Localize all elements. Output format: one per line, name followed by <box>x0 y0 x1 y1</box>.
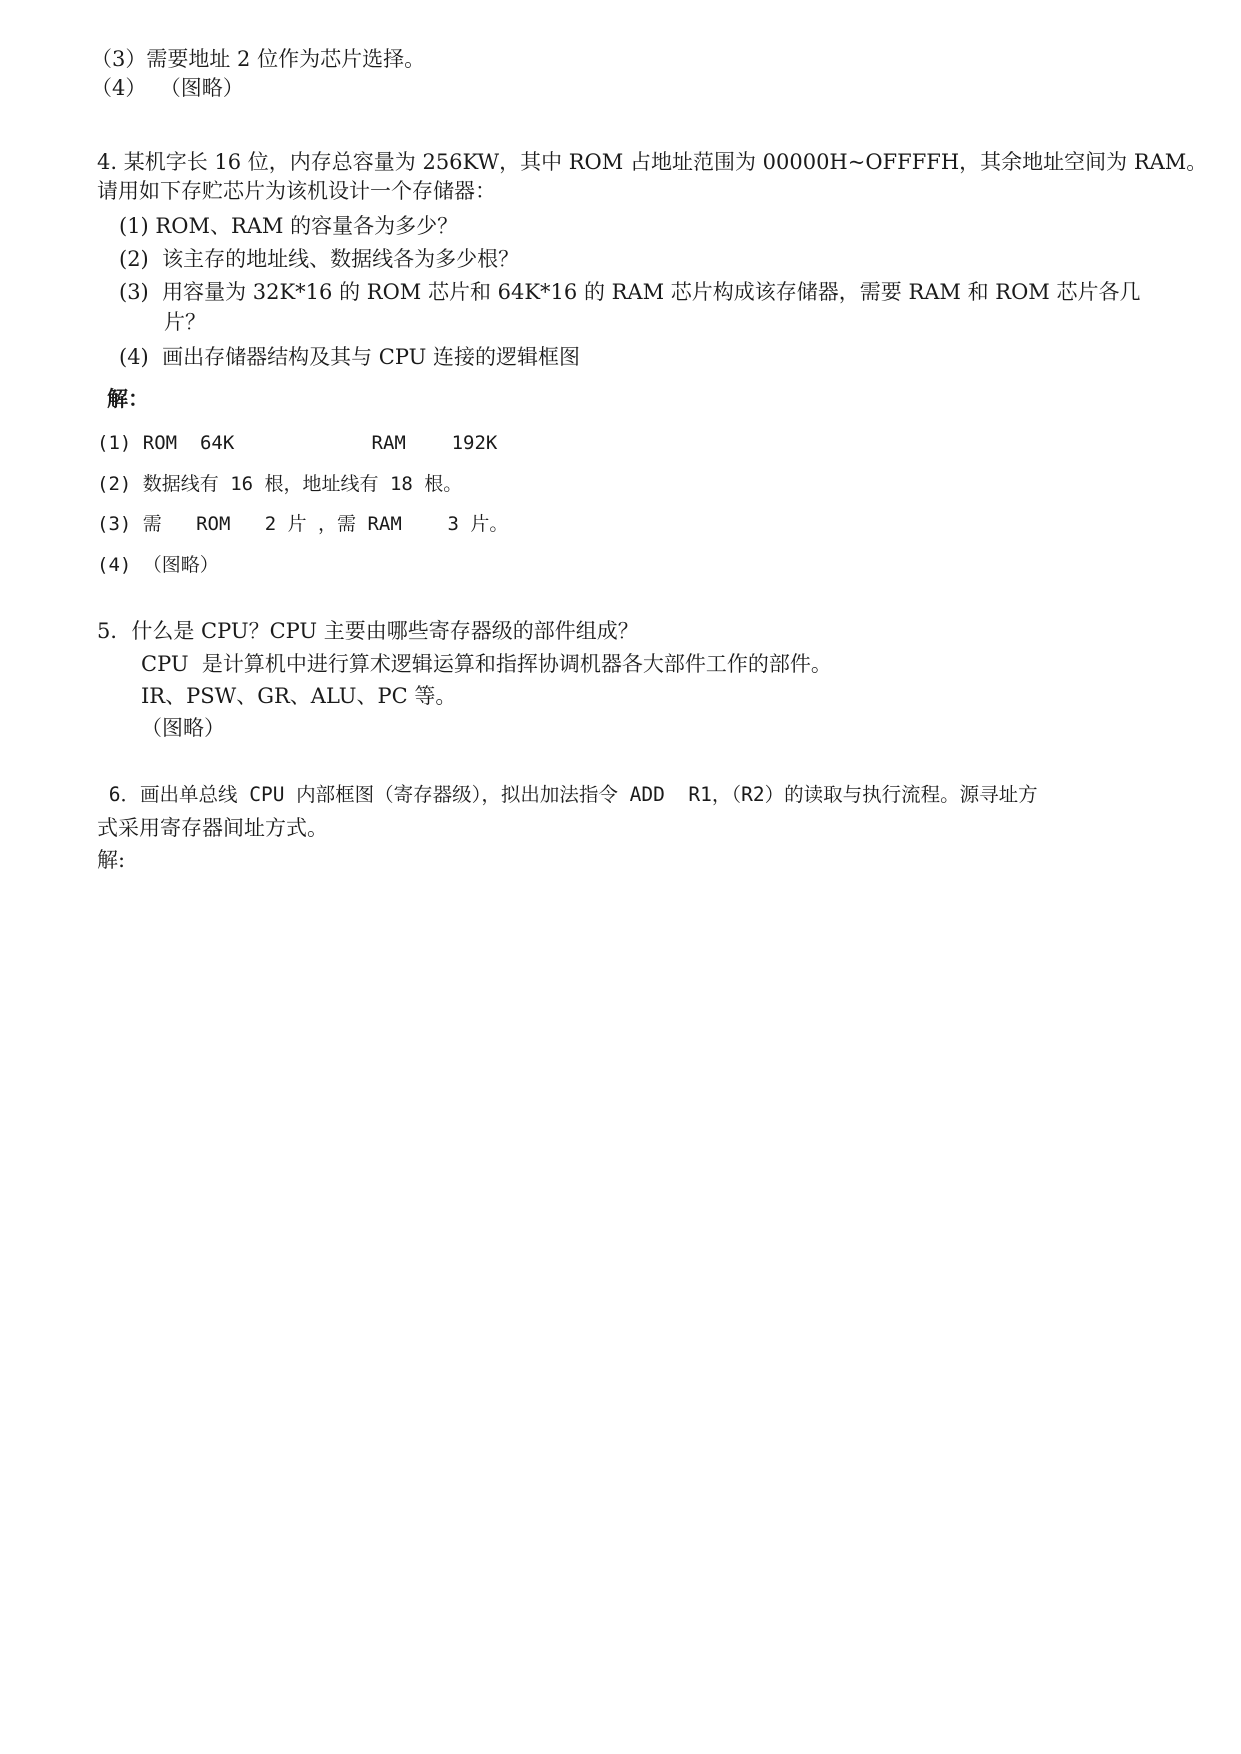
q4-answer-1: (1) ROM 64K RAM 192K <box>97 432 498 454</box>
q4-stem-line-2: 请用如下存贮芯片为该机设计一个存储器： <box>97 179 496 203</box>
q4-answer-3: (3) 需 ROM 2 片 ，需 RAM 3 片。 <box>97 513 509 535</box>
q6-stem-line-1: 6．画出单总线 CPU 内部框图（寄存器级），拟出加法指令 ADD R1，（R2）的读取与执行流程。源寻址方 <box>97 783 1038 806</box>
q4-answer-2: (2) 数据线有 16 根，地址线有 18 根。 <box>97 473 463 495</box>
q6-answer-label: 解: <box>97 848 126 872</box>
q4-stem-line-1: 4. 某机字长 16 位，内存总容量为 256KW，其中 ROM 占地址范围为 00000H~OFFFFH，其余地址空间为 RAM。 <box>97 150 1208 174</box>
q4-subquestion-1: (1) ROM、RAM 的容量各为多少？ <box>119 214 459 238</box>
q5-answer-2: IR、PSW、GR、ALU、PC 等。 <box>141 684 457 708</box>
prev-item-3: （3）需要地址 2 位作为芯片选择。 <box>91 47 426 71</box>
q5-answer-3: （图略） <box>141 716 225 740</box>
prev-item-4: （4） （图略） <box>91 76 244 100</box>
q4-subquestion-3-cont: 片？ <box>164 310 206 334</box>
q4-subquestion-2: (2) 该主存的地址线、数据线各为多少根？ <box>119 247 520 271</box>
q4-subquestion-3: (3) 用容量为 32K*16 的 ROM 芯片和 64K*16 的 RAM 芯片构成该存储器，需要 RAM 和 ROM 芯片各几 <box>119 280 1141 304</box>
q5-answer-1: CPU 是计算机中进行算术逻辑运算和指挥协调机器各大部件工作的部件。 <box>141 652 832 676</box>
q4-subquestion-4: (4) 画出存储器结构及其与 CPU 连接的逻辑框图 <box>119 345 580 369</box>
q4-answer-4: (4) （图略） <box>97 554 219 576</box>
q5-stem: 5．什么是 CPU？CPU 主要由哪些寄存器级的部件组成？ <box>97 619 639 643</box>
q6-stem-line-2: 式采用寄存器间址方式。 <box>97 816 328 840</box>
q4-answer-label: 解： <box>107 386 149 411</box>
